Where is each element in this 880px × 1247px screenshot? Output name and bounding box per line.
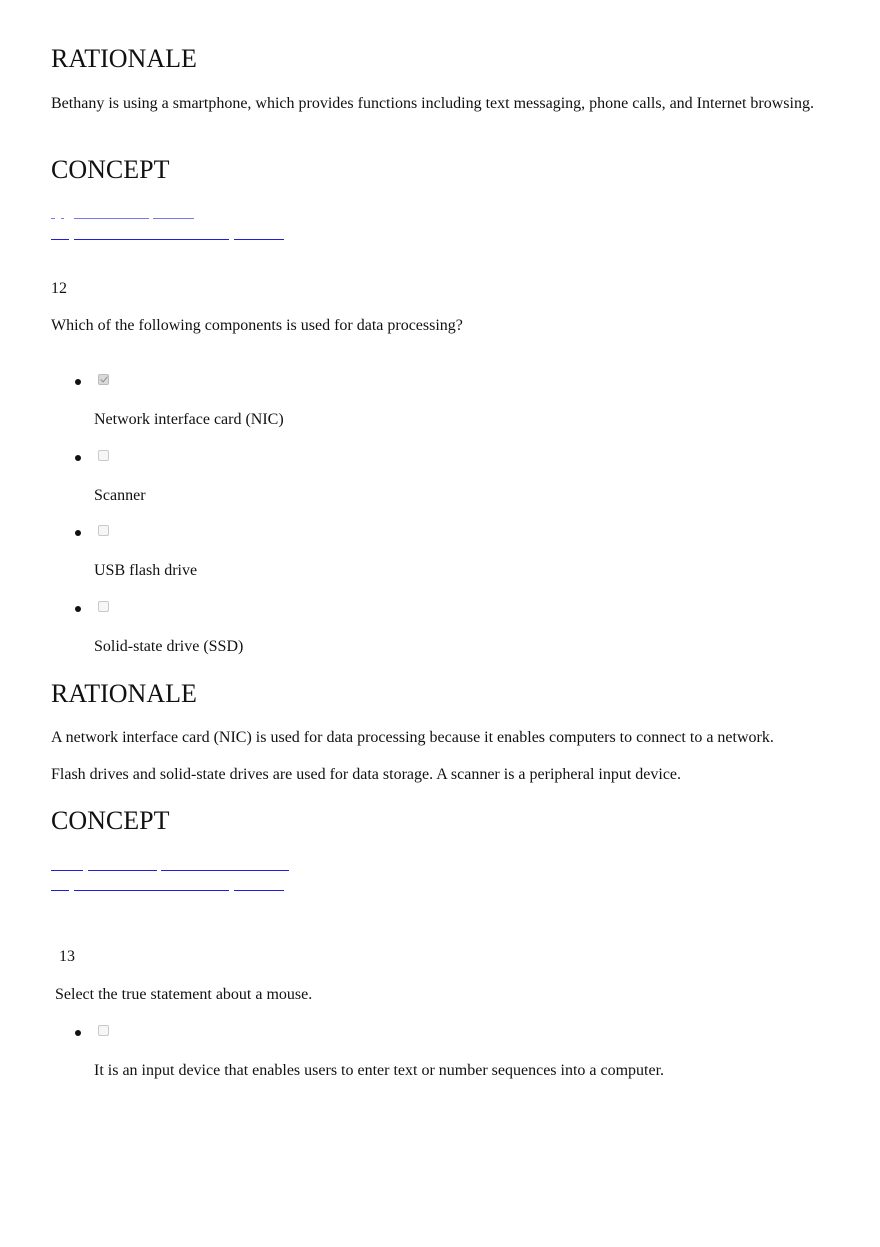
option-checkbox[interactable] (98, 601, 109, 612)
concept-link[interactable] (51, 870, 83, 871)
concept-link[interactable] (74, 239, 229, 240)
bullet (75, 455, 81, 461)
question-number: 13 (59, 948, 75, 965)
option-label: Network interface card (NIC) (94, 411, 284, 428)
rationale-text: Flash drives and solid-state drives are used for data storage. A scanner is a peripheral input device. (51, 766, 682, 783)
question-number: 12 (51, 280, 67, 297)
question-text: Which of the following components is used for data processing? (51, 317, 463, 334)
concept-link[interactable] (51, 239, 69, 240)
concept-links[interactable] (51, 210, 291, 242)
concept-link[interactable] (161, 870, 289, 871)
option-label: Scanner (94, 487, 146, 504)
option-label: It is an input device that enables users to enter text or number sequences into a computer. (94, 1062, 665, 1079)
concept-link[interactable] (74, 218, 149, 219)
concept-link[interactable] (61, 218, 64, 219)
rationale-text: Bethany is using a smartphone, which provides functions including text messaging, phone calls, and Internet browsing. (51, 95, 814, 112)
concept-link[interactable] (88, 870, 157, 871)
option-label: USB flash drive (94, 562, 198, 579)
rationale-heading: RATIONALE (51, 44, 197, 73)
option-checkbox[interactable] (98, 1025, 109, 1036)
concept-link[interactable] (234, 890, 284, 891)
rationale-heading: RATIONALE (51, 679, 197, 708)
concept-link[interactable] (51, 218, 55, 219)
option-checkbox[interactable] (98, 374, 109, 385)
concept-links[interactable] (51, 860, 291, 892)
concept-link[interactable] (74, 890, 229, 891)
bullet (75, 379, 81, 385)
rationale-text: A network interface card (NIC) is used for data processing because it enables computers to connect to a network. (51, 729, 774, 746)
bullet (75, 606, 81, 612)
option-checkbox[interactable] (98, 525, 109, 536)
bullet (75, 530, 81, 536)
concept-link[interactable] (234, 239, 284, 240)
concept-heading: CONCEPT (51, 155, 170, 184)
concept-heading: CONCEPT (51, 806, 170, 835)
question-text: Select the true statement about a mouse. (55, 986, 313, 1003)
bullet (75, 1030, 81, 1036)
option-checkbox[interactable] (98, 450, 109, 461)
option-label: Solid-state drive (SSD) (94, 638, 244, 655)
concept-link[interactable] (51, 890, 69, 891)
concept-link[interactable] (153, 218, 194, 219)
